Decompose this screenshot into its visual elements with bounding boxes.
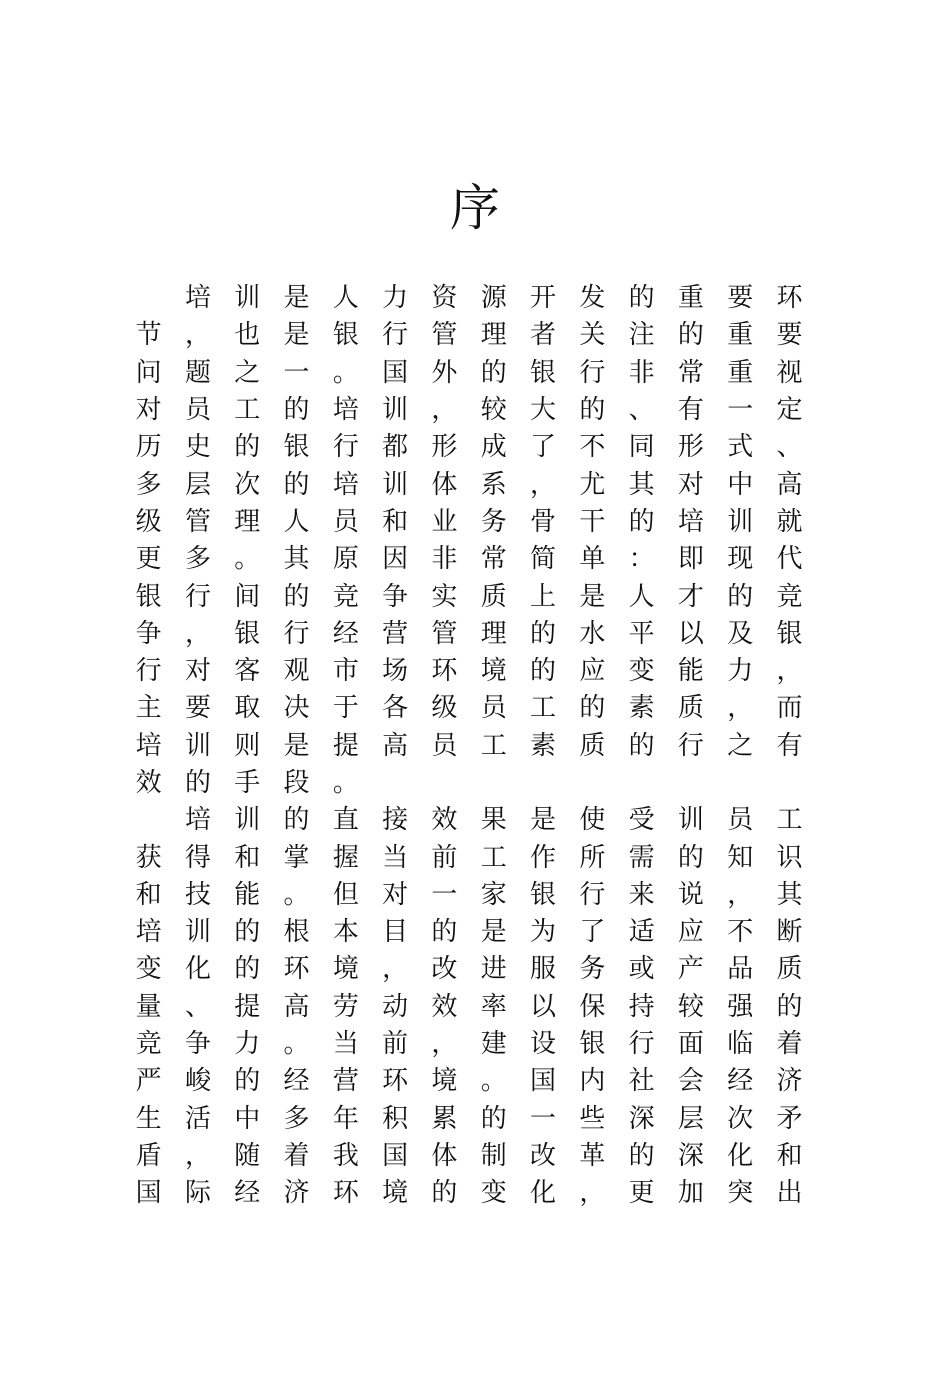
text-line: 银 行 间 的 竞 争 实 质 上 是 人 才 的 竞 — [135, 581, 803, 612]
text-line: 培 训 则 是 提 高 员 工 素 质 的 行 之 有 — [135, 730, 803, 761]
text-line: 获 得 和 掌 握 当 前 工 作 所 需 的 知 识 — [135, 842, 803, 873]
text-line: 严 峻 的 经 营 环 境 。 国 内 社 会 经 济 — [135, 1066, 803, 1097]
text-line: 量 、 提 高 劳 动 效 率 以 保 持 较 强 的 — [135, 991, 803, 1022]
text-line: 和 技 能 。 但 对 一 家 银 行 来 说 ， 其 — [135, 879, 803, 910]
text-line: 节 ， 也 是 银 行 管 理 者 关 注 的 重 要 — [135, 320, 803, 351]
text-line: 历 史 的 银 行 都 形 成 了 不 同 形 式 、 — [135, 432, 803, 463]
text-line: 培 训 的 直 接 效 果 是 使 受 训 员 工 — [184, 805, 803, 836]
text-line: 级 管 理 人 员 和 业 务 骨 干 的 培 训 就 — [135, 506, 803, 537]
page-title: 序 — [450, 179, 500, 237]
preface-body — [124, 280, 814, 1212]
text-line: 变 化 的 环 境 ， 改 进 服 务 或 产 品 质 — [135, 954, 803, 985]
text-line: 更 多 。 其 原 因 非 常 简 单 ： 即 现 代 — [135, 544, 803, 575]
text-line: 效 的 手 段 。 — [135, 768, 359, 798]
text-line: 行 对 客 观 市 场 环 境 的 应 变 能 力 ， — [135, 656, 803, 687]
text-line: 盾 ， 随 着 我 国 体 制 改 革 的 深 化 和 — [135, 1140, 803, 1171]
text-line: 主 要 取 决 于 各 级 员 工 的 素 质 ， 而 — [135, 693, 803, 724]
text-line: 国 际 经 济 环 境 的 变 化 ， 更 加 突 出 — [135, 1178, 803, 1209]
text-line: 问 题 之 一 。 国 外 的 银 行 非 常 重 视 — [135, 357, 803, 388]
text-line: 对 员 工 的 培 训 ， 较 大 的 、 有 一 定 — [135, 395, 803, 426]
text-line: 多 层 次 的 培 训 体 系 ， 尤 其 对 中 高 — [135, 469, 803, 500]
text-line: 培 训 是 人 力 资 源 开 发 的 重 要 环 — [184, 283, 803, 314]
text-line: 生 活 中 多 年 积 累 的 一 些 深 层 次 矛 — [135, 1103, 803, 1134]
text-line: 争 ， 银 行 经 营 管 理 的 水 平 以 及 银 — [135, 618, 803, 649]
text-line: 竞 争 力 。 当 前 ， 建 设 银 行 面 临 着 — [135, 1029, 803, 1060]
text-line: 培 训 的 根 本 目 的 是 为 了 适 应 不 断 — [135, 917, 803, 948]
